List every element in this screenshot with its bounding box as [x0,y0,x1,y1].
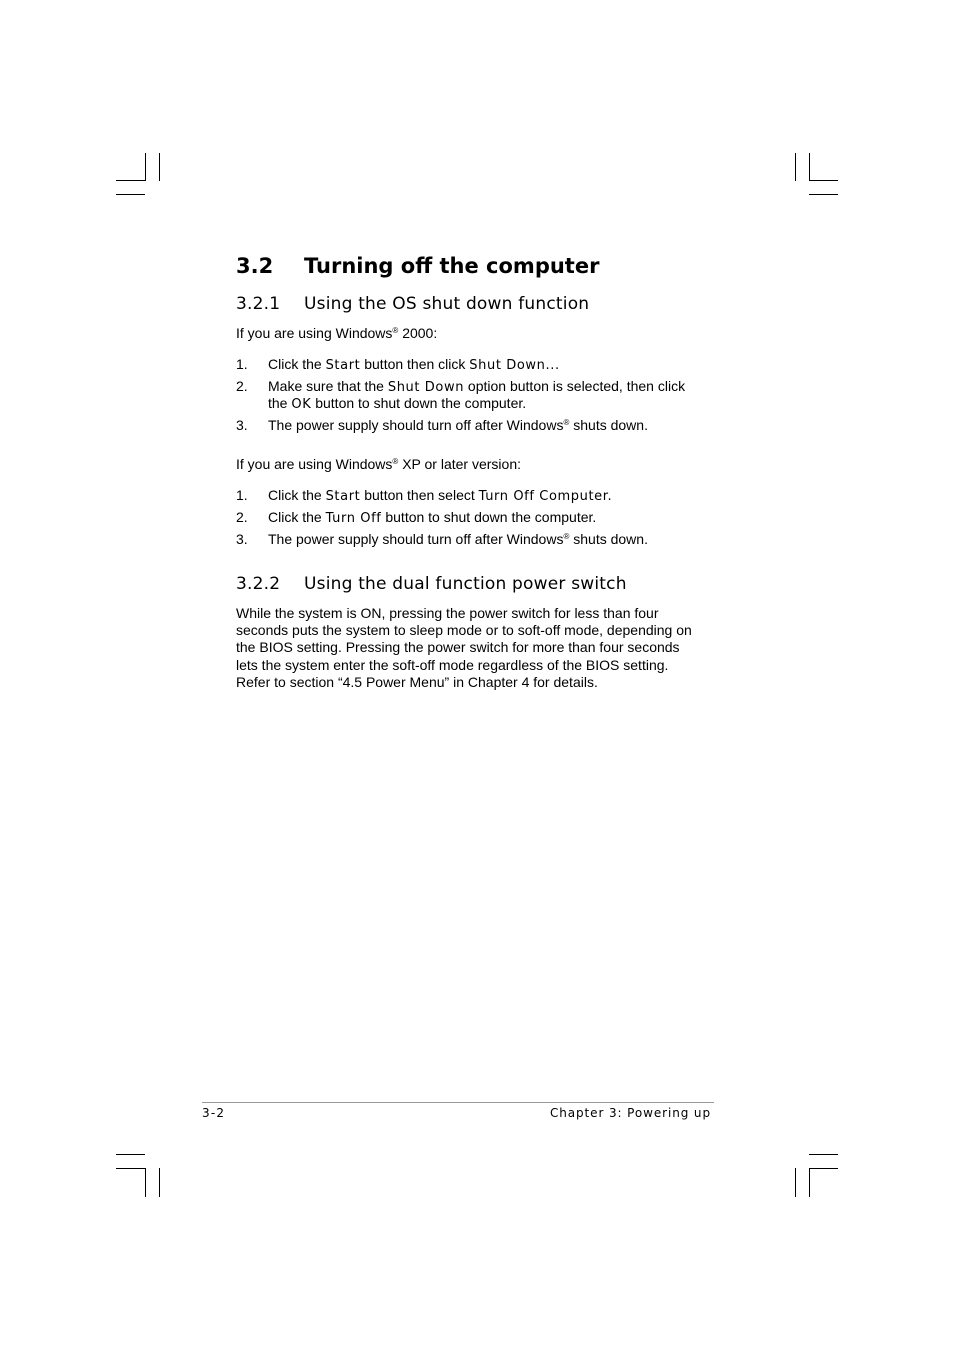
crop-mark [795,153,796,181]
power-switch-paragraph [236,605,692,691]
crop-mark [116,180,145,181]
step-number: 2. [236,509,248,525]
intro-text: If you are using Windows [236,456,393,472]
step-text-part: shuts down. [569,531,648,547]
step-text-part: button to shut down the computer. [381,509,597,525]
crop-mark [116,1168,145,1169]
registered-mark: ® [563,418,570,427]
crop-mark [809,180,838,181]
paragraph-line: Refer to section “4.5 Power Menu” in Chapter 4 for details. [236,673,598,690]
step-number: 3. [236,417,248,433]
ui-term: Turn Off [325,511,382,526]
crop-mark [809,194,838,195]
intro-text: If you are using Windows [236,325,393,341]
step-text-part: The power supply should turn off after Windows [268,531,564,547]
section-title: Turning off the computer [304,254,600,278]
paragraph-line: lets the system enter the soft-off mode regardless of the BIOS setting. [236,656,669,673]
subsection-number: 3.2.1 [236,294,281,314]
registered-mark: ® [392,326,399,335]
ui-term: Shut Down... [469,358,560,373]
crop-mark [145,1168,146,1197]
subsection-title: Using the OS shut down function [304,294,590,314]
crop-mark [116,194,145,195]
registered-mark: ® [392,457,399,466]
subsection-title: Using the dual function power switch [304,574,627,594]
crop-mark [159,1168,160,1197]
section-number: 3.2 [236,254,274,278]
step-text [268,378,685,396]
registered-mark: ® [563,532,570,541]
footer-divider [202,1102,714,1103]
step-text-part: button then click [360,356,470,372]
crop-mark [795,1168,796,1197]
step-text-part: button to shut down the computer. [311,395,527,411]
ui-term: Start [325,358,361,373]
crop-mark [809,153,810,181]
step-text [268,356,560,374]
step-text-part: Make sure that the [268,378,388,394]
ui-term: Turn Off Computer. [478,489,613,504]
crop-mark [159,153,160,181]
step-number: 1. [236,487,248,503]
step-text [268,531,648,548]
paragraph-line: While the system is ON, pressing the power switch for less than four [236,605,659,621]
step-text [268,509,596,527]
subsection-heading [236,574,627,594]
step-text-part: Click the [268,487,326,503]
chapter-label: Chapter 3: Powering up [550,1106,711,1120]
winxp-intro [236,456,521,473]
subsection-heading [236,294,589,314]
ui-term: Shut Down [387,380,465,395]
page-number: 3-2 [202,1106,226,1120]
step-text-part: the [268,395,292,411]
step-text-part: Click the [268,509,326,525]
step-text-part: Click the [268,356,326,372]
ui-term: Start [325,489,361,504]
step-text [268,487,612,505]
step-text [268,417,648,434]
crop-mark [809,1154,838,1155]
step-number: 1. [236,356,248,372]
crop-mark [116,1154,145,1155]
step-text-part: option button is selected, then click [464,378,686,394]
step-text [268,395,526,413]
crop-mark [809,1168,838,1169]
step-number: 3. [236,531,248,547]
step-number: 2. [236,378,248,394]
crop-mark [809,1168,810,1197]
step-text-part: The power supply should turn off after Windows [268,417,564,433]
paragraph-line: seconds puts the system to sleep mode or to soft-off mode, depending on [236,622,692,639]
subsection-number: 3.2.2 [236,574,281,594]
win2000-intro [236,325,437,342]
ui-term: OK [291,397,312,412]
crop-mark [145,153,146,181]
section-heading [236,254,599,278]
step-text-part: button then select [360,487,479,503]
paragraph-line: the BIOS setting. Pressing the power switch for more than four seconds [236,639,680,656]
intro-text: 2000: [398,325,438,341]
step-text-part: shuts down. [569,417,648,433]
intro-text: XP or later version: [398,456,521,472]
